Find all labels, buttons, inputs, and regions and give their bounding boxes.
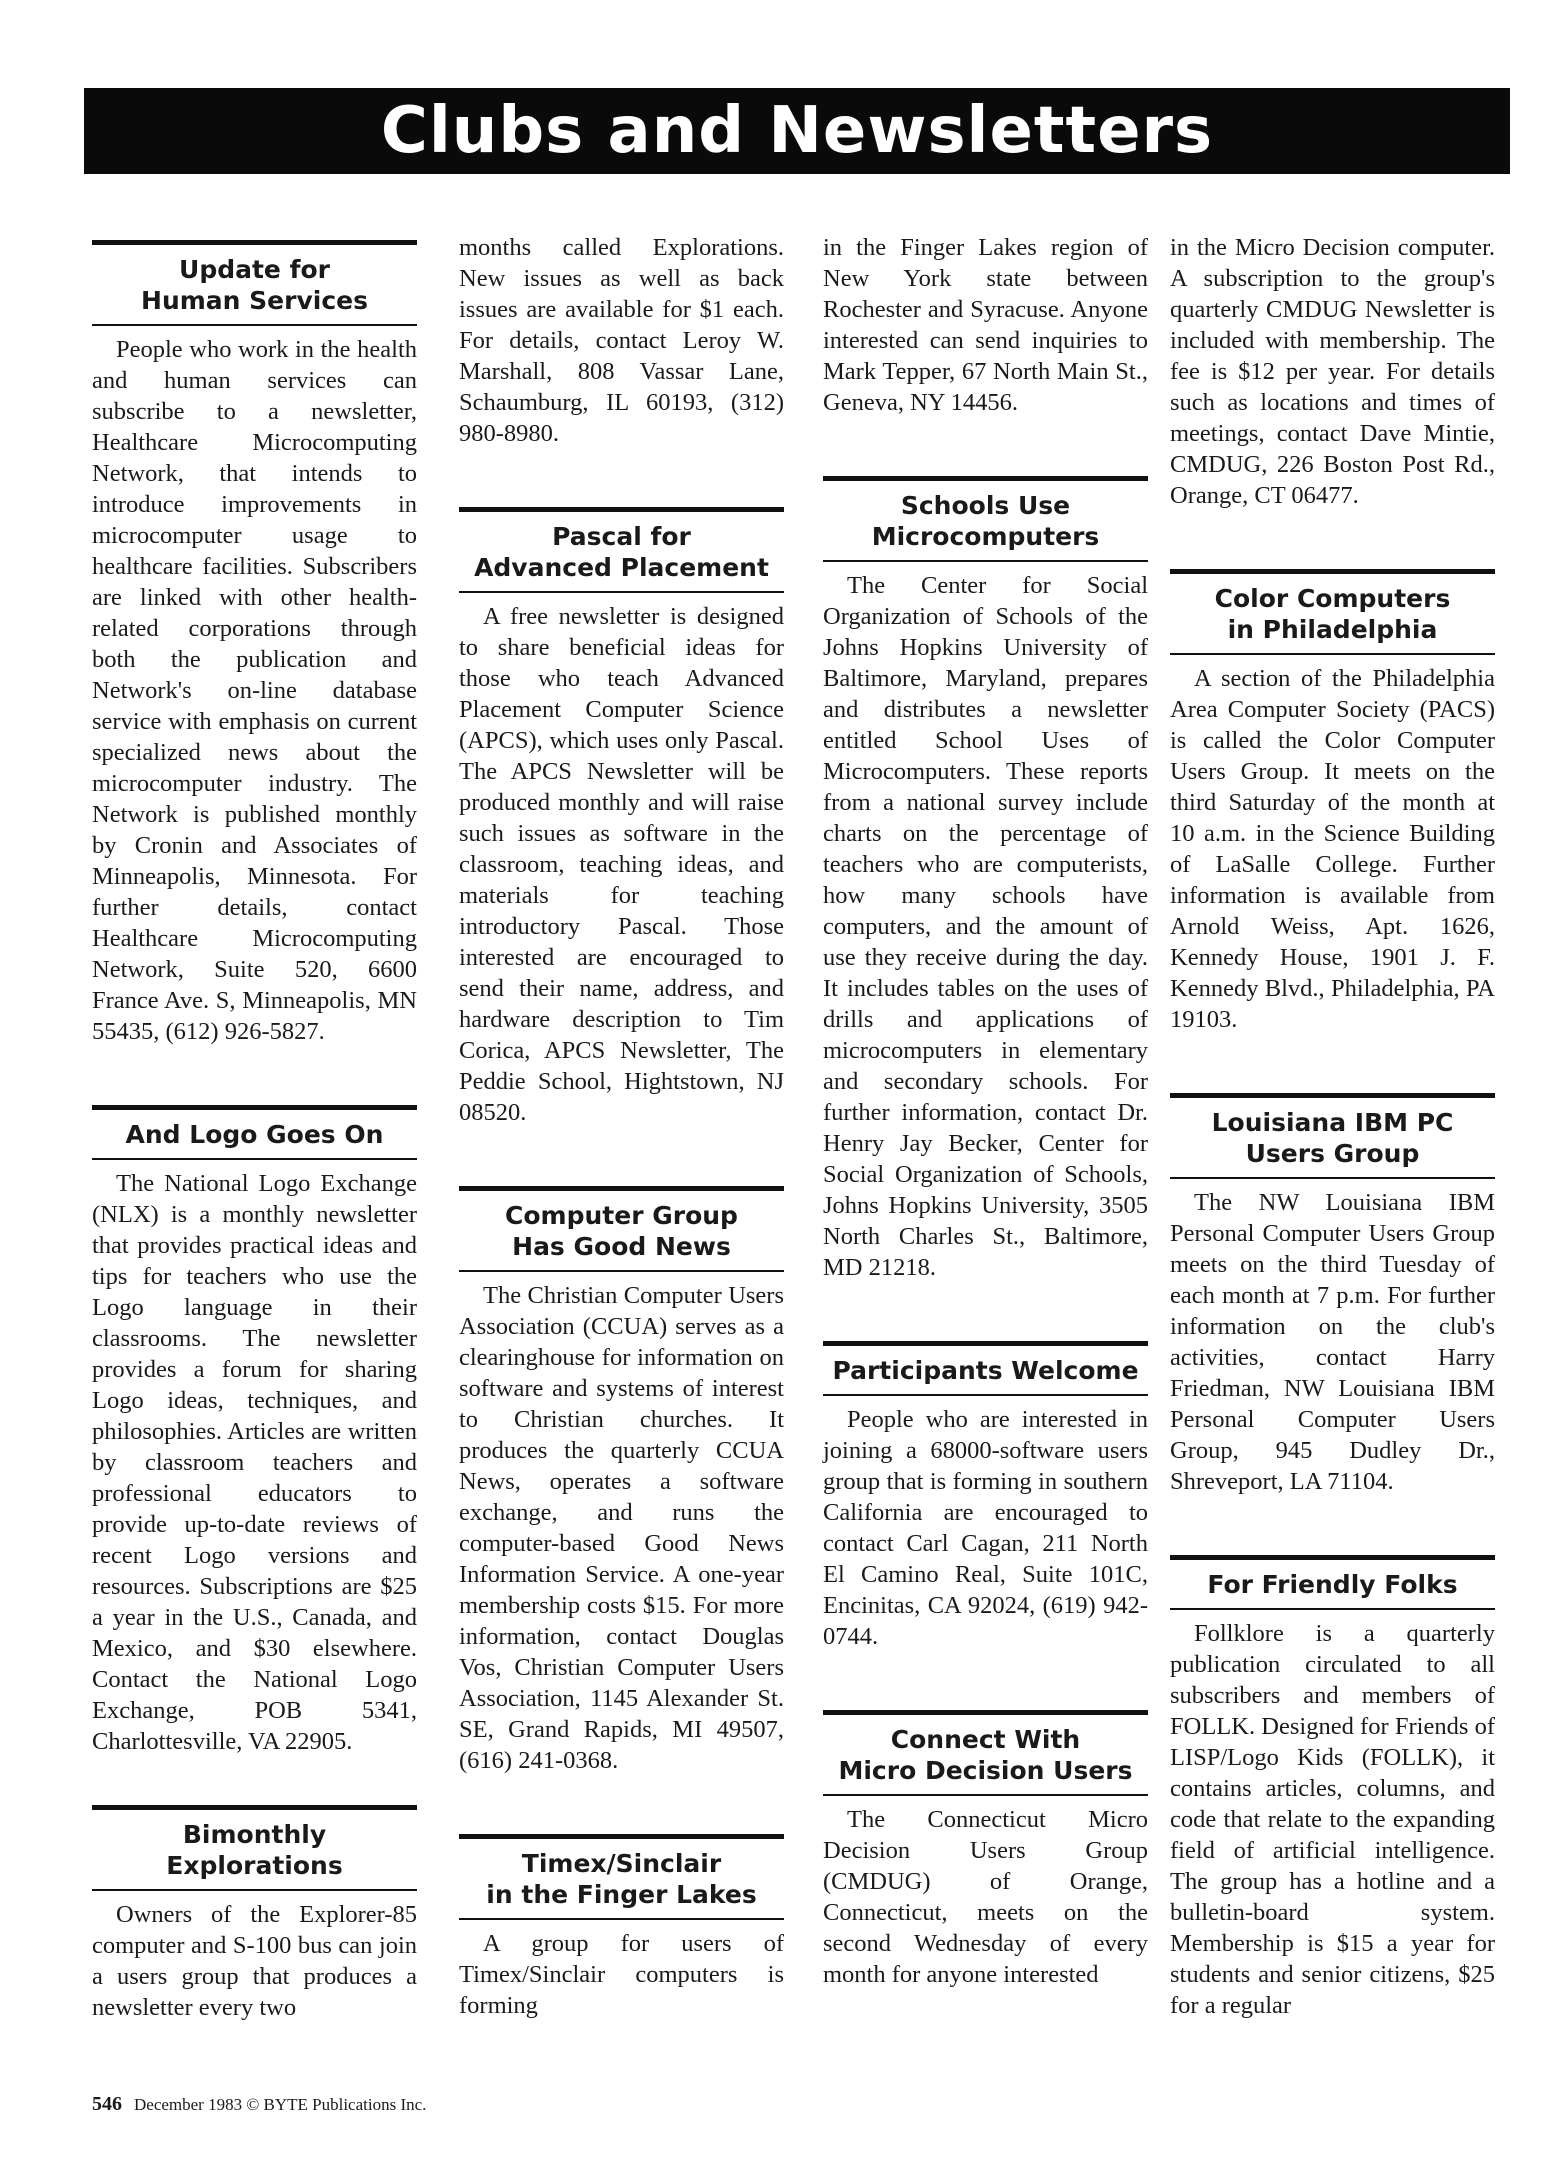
headline-bimonthly-explorations: Bimonthly Explorations [92,1805,417,1891]
column-3 [823,234,1148,1990]
column-4 [1170,234,1495,2021]
column-1 [92,240,417,2023]
headline-louisiana-ibm-pc: Louisiana IBM PC Users Group [1170,1093,1495,1179]
article-logo-goes-on: The National Logo Exchange (NLX) is a monthly newsletter that provides practical ideas and tips for teachers who use the Logo language in their classrooms. The newsletter provides a forum for sharing Logo ideas, techniques, and philosophies. Articles are written by classroom teachers and professional educators to provide up-to-date reviews of recent Logo versions and resources. Subscriptions are $25 a year in the U.S., Canada, and Mexico, and $30 elsewhere. Contact the National Logo Exchange, POB 5341, Charlottesville, VA 22905. [92,1170,417,1755]
article-micro-decision-users-cont: in the Micro Decision computer. A subscription to the group's quarterly CMDUG Newsletter is included with membership. The fee is $12 per year. For details such as locations and times of meetings, contact Dave Mintie, CMDUG, 226 Boston Post Rd., Orange, CT 06477. [1170,234,1495,509]
article-schools-use-microcomputers: The Center for Social Organization of Schools of the Johns Hopkins University of Baltimore, Maryland, prepares and distributes a newsletter entitled School Uses of Microcomputers. These reports from a national survey include charts on the percentage of teachers who are computerists, how many schools have computers, and the amount of use they receive during the day. It includes tables on the uses of drills and applications of microcomputers in elementary and secondary schools. For further information, contact Dr. Henry Jay Becker, Center for Social Organization of Schools, Johns Hopkins University, 3505 North Charles St., Baltimore, MD 21218. [823,572,1148,1281]
headline-micro-decision-users: Connect With Micro Decision Users [823,1710,1148,1796]
page-number: 546 [92,2093,122,2115]
column-2 [459,234,784,2021]
article-computer-group-good-news: The Christian Computer Users Association (CCUA) serves as a clearinghouse for information on software and systems of interest to Christian churches. It produces the quarterly CCUA News, operates a software exchange, and runs the computer-based Good News Information Service. A one-year membership costs $15. For more information, contact Douglas Vos, Christian Computer Users Association, 1145 Alexander St. SE, Grand Rapids, MI 49507, (616) 241-0368. [459,1282,784,1774]
headline-participants-welcome: Participants Welcome [823,1341,1148,1396]
article-bimonthly-explorations-cont: months called Explorations. New issues as well as back issues are available for $1 each. For details, contact Leroy W. Marshall, 808 Vassar Lane, Schaumburg, IL 60193, (312) 980-8980. [459,234,784,447]
headline-color-computers-philadelphia: Color Computers in Philadelphia [1170,569,1495,655]
article-friendly-folks: Follklore is a quarterly publication circulated to all subscribers and members of FOLLK. Designed for Friends of LISP/Logo Kids (FOLLK), it contains articles, columns, and code that relate to the expanding field of artificial intelligence. The group has a hotline and a bulletin-board system. Membership is $15 a year for students and senior citizens, $25 for a regular [1170,1620,1495,2019]
page-banner-title: Clubs and Newsletters [84,88,1510,174]
headline-schools-use-microcomputers: Schools Use Microcomputers [823,476,1148,562]
article-pascal-advanced-placement: A free newsletter is designed to share beneficial ideas for those who teach Advanced Placement Computer Science (APCS), which uses only Pascal. The APCS Newsletter will be produced monthly and will raise such issues as software in the classroom, teaching ideas, and materials for teaching introductory Pascal. Those interested are encouraged to send their name, address, and hardware description to Tim Corica, APCS Newsletter, The Peddie School, Hightstown, NJ 08520. [459,603,784,1126]
article-timex-sinclair: A group for users of Timex/Sinclair computers is forming [459,1930,784,2019]
headline-computer-group-good-news: Computer Group Has Good News [459,1186,784,1272]
headline-update-human-services: Update for Human Services [92,240,417,326]
article-participants-welcome: People who are interested in joining a 68000-software users group that is forming in southern California are encouraged to contact Carl Cagan, 211 North El Camino Real, Suite 101C, Encinitas, CA 92024, (619) 942-0744. [823,1406,1148,1650]
headline-logo-goes-on: And Logo Goes On [92,1105,417,1160]
article-louisiana-ibm-pc: The NW Louisiana IBM Personal Computer Users Group meets on the third Tuesday of each month at 7 p.m. For further information on the club's activities, contact Harry Friedman, NW Louisiana IBM Personal Computer Users Group, 945 Dudley Dr., Shreveport, LA 71104. [1170,1189,1495,1495]
article-color-computers-philadelphia: A section of the Philadelphia Area Computer Society (PACS) is called the Color Computer Users Group. It meets on the third Saturday of the month at 10 a.m. in the Science Building of LaSalle College. Further information is available from Arnold Weiss, Apt. 1626, Kennedy House, 1901 J. F. Kennedy Blvd., Philadelphia, PA 19103. [1170,665,1495,1033]
headline-pascal-advanced-placement: Pascal for Advanced Placement [459,507,784,593]
footer-credit: December 1983 © BYTE Publications Inc. [134,2095,427,2114]
article-timex-sinclair-cont: in the Finger Lakes region of New York state between Rochester and Syracuse. Anyone interested can send inquiries to Mark Tepper, 67 North Main St., Geneva, NY 14456. [823,234,1148,416]
headline-timex-sinclair: Timex/Sinclair in the Finger Lakes [459,1834,784,1920]
article-micro-decision-users: The Connecticut Micro Decision Users Group (CMDUG) of Orange, Connecticut, meets on the second Wednesday of every month for anyone interested [823,1806,1148,1988]
article-update-human-services: People who work in the health and human services can subscribe to a newsletter, Healthcare Microcomputing Network, that intends to introduce improvements in microcomputer usage to healthcare facilities. Subscribers are linked with other health-related corporations through both the publication and Network's on-line database service with emphasis on current specialized news about the microcomputer industry. The Network is published monthly by Cronin and Associates of Minneapolis, Minnesota. For further details, contact Healthcare Microcomputing Network, Suite 520, 6600 France Ave. S, Minneapolis, MN 55435, (612) 926-5827. [92,336,417,1045]
headline-friendly-folks: For Friendly Folks [1170,1555,1495,1610]
page-footer [92,2093,426,2116]
article-bimonthly-explorations: Owners of the Explorer-85 computer and S-100 bus can join a users group that produces a newsletter every two [92,1901,417,2021]
